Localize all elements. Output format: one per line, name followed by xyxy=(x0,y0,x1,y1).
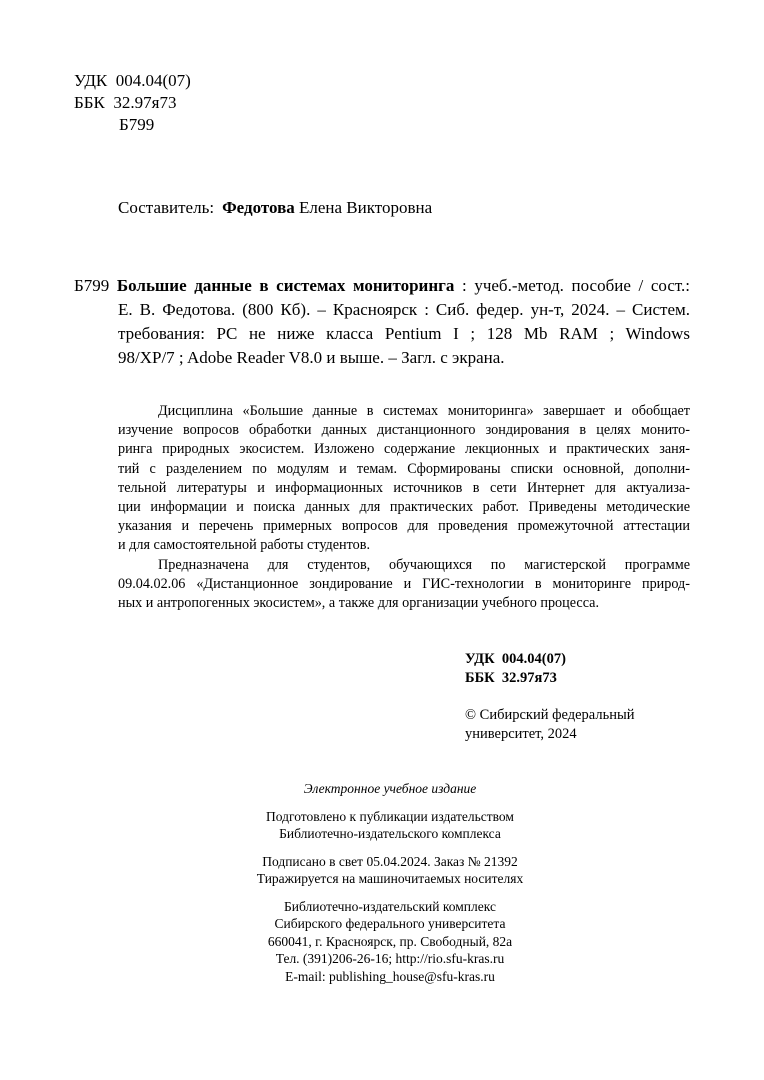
abstract-line: изучение вопросов обработки данных дистанционного зондирования в целях монито- xyxy=(118,422,690,439)
imprint-line: Библиотечно-издательского комплекса xyxy=(279,826,501,841)
biblio-line-3: требования: PC не ниже класса Pentium I ; 128 Mb RAM ; Windows xyxy=(118,324,690,343)
signed-info xyxy=(160,853,620,888)
prepared-by xyxy=(160,808,620,843)
bibliographic-record xyxy=(74,274,690,370)
udk-row xyxy=(74,70,191,92)
abstract-line: и для самостоятельной работы студентов. xyxy=(118,537,371,554)
abstract-line: Дисциплина «Большие данные в системах мониторинга» завершает и обобщает xyxy=(158,403,690,419)
biblio-mark: Б799 xyxy=(74,276,110,295)
edition-type: Электронное учебное издание xyxy=(303,781,477,796)
author-mark: Б799 xyxy=(119,115,155,134)
abstract xyxy=(118,402,690,613)
abstract-line: тельной литературы и информационных источников в сети Интернет для актуализа- xyxy=(118,479,690,496)
abstract-line: ринга природных экосистем. Изложено содержание лекционных и практических заня- xyxy=(118,441,690,458)
book-title: Большие данные в системах мониторинга xyxy=(116,276,455,295)
publisher-phone-link[interactable]: Тел. (391)206-26-16; http://rio.sfu-kras.ru xyxy=(275,951,505,966)
abstract-line: тий с разделением по модулям и темам. Сформированы списки основной, дополни- xyxy=(118,460,690,477)
abstract-line: указания и перечень примерных вопросов для проведения промежуточной аттестации xyxy=(118,518,690,535)
biblio-line-4: 98/XP/7 ; Adobe Reader V8.0 и выше. – Загл. с экрана. xyxy=(118,348,505,367)
copyright xyxy=(465,706,634,744)
publisher-address: 660041, г. Красноярск, пр. Свободный, 82а xyxy=(267,933,513,949)
copyright-line-1: © Сибирский федеральный xyxy=(465,707,635,723)
udk-label: УДК xyxy=(74,71,108,90)
compiler-label: Составитель: xyxy=(118,198,215,217)
compiler-surname: Федотова xyxy=(222,198,295,217)
abstract-line: Предназначена для студентов, обучающихся по магистерской программе xyxy=(158,556,690,573)
abstract-line: 09.04.02.06 «Дистанционное зондирование и ГИС-технологии в мониторинге природ- xyxy=(118,575,690,592)
udk-index: УДК 004.04(07) xyxy=(465,651,566,667)
imprint-line: Тиражируется на машиночитаемых носителях xyxy=(256,871,524,886)
abstract-line: ных и антропогенных экосистем», а также для организации учебного процесса. xyxy=(118,595,600,612)
bbk-code: 32.97я73 xyxy=(113,93,177,112)
compiler-line xyxy=(118,197,432,219)
classification-block xyxy=(74,70,191,136)
bbk-row xyxy=(74,92,191,114)
abstract-paragraph-2 xyxy=(118,556,690,614)
imprint-line: Подготовлено к публикации издательством xyxy=(266,808,514,824)
imprint-line: Подписано в свет 05.04.2024. Заказ № 21392 xyxy=(262,853,518,869)
bbk-label: ББК xyxy=(74,93,105,112)
biblio-line-1 xyxy=(74,274,690,298)
index-codes xyxy=(465,650,566,688)
bbk-index: ББК 32.97я73 xyxy=(465,670,557,686)
udk-code: 004.04(07) xyxy=(115,71,191,90)
biblio-line-1-rest: : учеб.-метод. пособие / сост.: xyxy=(454,276,690,295)
imprint-line: Сибирского федерального университета xyxy=(274,916,506,931)
biblio-line-2: Е. В. Федотова. (800 Кб). – Красноярск : Сиб. федер. ун-т, 2024. – Систем. xyxy=(118,300,690,319)
publisher-email[interactable]: E-mail: publishing_house@sfu-kras.ru xyxy=(285,968,495,984)
compiler-name: Елена Викторовна xyxy=(299,198,433,217)
publisher-info xyxy=(160,898,620,986)
imprint-line: Библиотечно-издательский комплекс xyxy=(284,898,496,914)
imprint xyxy=(160,780,620,985)
abstract-line: ции информации и поиска данных для практических работ. Приведены методические xyxy=(118,499,690,516)
copyright-line-2: университет, 2024 xyxy=(465,726,577,742)
abstract-paragraph-1 xyxy=(118,402,690,556)
